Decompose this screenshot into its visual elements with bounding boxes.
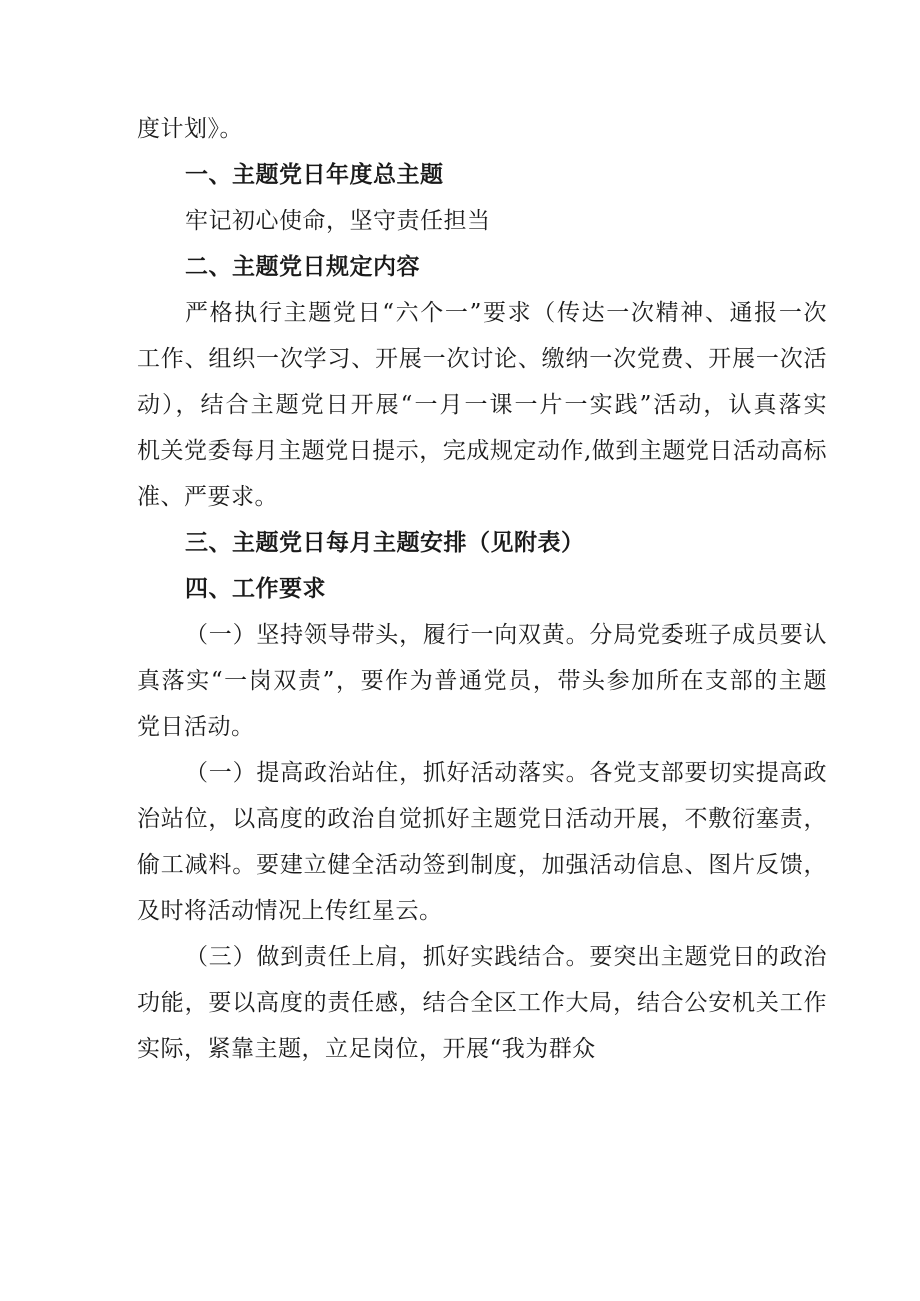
section-heading: 一、主题党日年度总主题 (185, 162, 444, 188)
paragraph-line: 党日活动。 (137, 714, 255, 740)
paragraph-line: 治站位，以高度的政治自觉抓好主题党日活动开展，不敷衍塞责， (137, 806, 827, 832)
paragraph-line: 严格执行主题党日“六个一”要求（传达一次精神、通报一次 (185, 300, 827, 326)
section-heading: 四、工作要求 (185, 576, 326, 602)
paragraph-line: （一）提高政治站住，抓好活动落实。各党支部要切实提高政 (185, 760, 827, 786)
paragraph-line: 准、严要求。 (137, 484, 278, 510)
paragraph-line: 实际，紧靠主题，立足岗位，开展“我为群众 (137, 1036, 596, 1062)
paragraph-line: 动），结合主题党日开展“一月一课一片一实践”活动，认真落实 (137, 392, 827, 418)
section-heading: 二、主题党日规定内容 (185, 254, 420, 280)
paragraph-line: 机关党委每月主题党日提示，完成规定动作,做到主题党日活动高标 (137, 438, 827, 464)
paragraph-line: 偷工减料。要建立健全活动签到制度，加强活动信息、图片反馈， (137, 852, 827, 878)
paragraph-line: （三）做到责任上肩，抓好实践结合。要突出主题党日的政治 (185, 944, 827, 970)
paragraph-line: （一）坚持领导带头，履行一向双黄。分局党委班子成员要认 (185, 622, 827, 648)
section-heading: 三、主题党日每月主题安排（见附表） (185, 530, 585, 556)
document-body (137, 106, 827, 1072)
paragraph-line: 度计划》。 (137, 116, 243, 142)
paragraph-line: 牢记初心使命，坚守责任担当 (185, 208, 491, 234)
paragraph-line: 功能，要以高度的责任感，结合全区工作大局，结合公安机关工作 (137, 990, 827, 1016)
paragraph-line: 真落实“一岗双责”，要作为普通党员，带头参加所在支部的主题 (137, 668, 827, 694)
paragraph-line: 及时将活动情况上传红星云。 (137, 898, 443, 924)
paragraph-line: 工作、组织一次学习、开展一次讨论、缴纳一次党费、开展一次活 (137, 346, 827, 372)
